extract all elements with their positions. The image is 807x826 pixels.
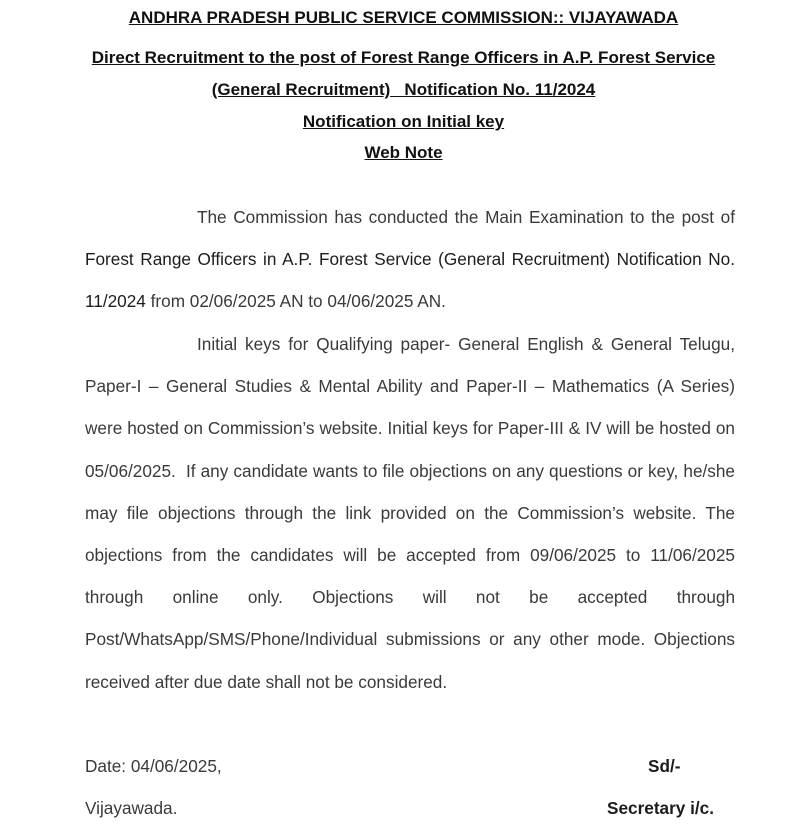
paragraph-1-post-name: Forest Range Officers in A.P. Forest Service (General Recruitment) Notification No. 11/2024 <box>85 249 735 312</box>
footer-place: Vijayawada. <box>85 798 178 818</box>
paragraph-2-text: Initial keys for Qualifying paper- General English & General Telugu, Paper-I – General Studies & Mental Ability and Paper-II – Mathematics (A Series) were hosted on Commission’s website. Initial keys for Paper-III & IV will be hosted on 05/06/2025. If any candidate wants to file objections on any questions or key, he/she may file objections through the link provided on the Commission’s website. The objections from the candidates will be accepted from 09/06/2025 to 11/06/2025 through online only. Objections will not be accepted through Post/WhatsApp/SMS/Phone/Individual submissions or any other mode. Objections received after due date shall not be considered. <box>85 334 740 692</box>
paragraph-main-examination <box>85 196 735 323</box>
paragraph-1-text-a: The Commission has conducted the Main Examination to the post of <box>197 207 735 227</box>
notice-title: Notification on Initial key <box>302 112 505 131</box>
paragraph-1-text-c: from 02/06/2025 AN to 04/06/2025 AN. <box>145 291 446 312</box>
commission-heading: ANDHRA PRADESH PUBLIC SERVICE COMMISSION:: VIJAYAWADA <box>128 8 679 27</box>
footer-date: Date: 04/06/2025, <box>85 756 222 776</box>
footer-signature: Sd/- <box>648 756 681 776</box>
paragraph-initial-keys <box>85 323 740 703</box>
subject-line-2: (General Recruitment) Notification No. 11/2024 <box>211 80 596 99</box>
footer-designation: Secretary i/c. <box>607 798 715 818</box>
subject-line-1: Direct Recruitment to the post of Forest Range Officers in A.P. Forest Service <box>91 48 716 67</box>
web-note-label: Web Note <box>364 143 443 162</box>
